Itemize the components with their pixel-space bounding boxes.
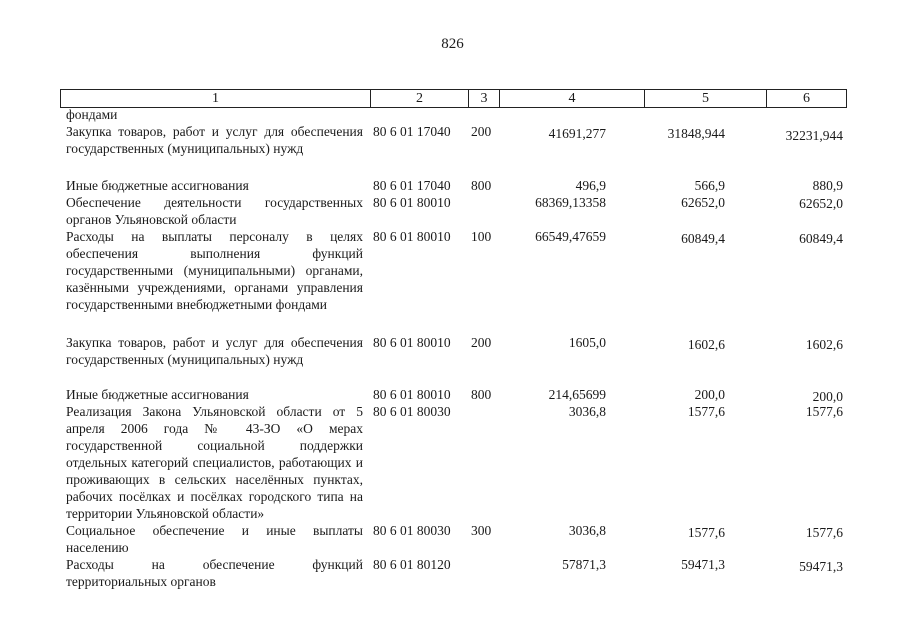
row-name: Обеспечение деятельности государственных органов Ульяновской области	[66, 195, 363, 227]
row-name: Расходы на выплаты персоналу в целях обеспечения выполнения функций государственными (муниципальными) органами, казёнными учреждениями, органами управления государственными внебюджетными фондами	[66, 229, 363, 312]
row-col-4: 214,65699	[548, 387, 606, 402]
row-code: 80 6 01 80030	[373, 404, 451, 419]
page-number: 826	[441, 36, 464, 52]
row-code: 80 6 01 80120	[373, 557, 451, 572]
row-col-6: 1577,6	[805, 525, 843, 540]
row-col-4: 57871,3	[562, 557, 606, 572]
row-col-6: 59471,3	[799, 559, 843, 574]
row-name: фондами	[66, 107, 118, 122]
row-col-5: 60849,4	[681, 231, 725, 246]
row-code: 80 6 01 80010	[373, 229, 451, 244]
table-row	[0, 228, 905, 334]
row-vr: 100	[471, 229, 492, 244]
row-col-5: 566,9	[694, 178, 725, 193]
header-col-1: 1	[61, 90, 371, 107]
row-code: 80 6 01 17040	[373, 178, 451, 193]
row-col-5: 59471,3	[681, 557, 725, 572]
row-name: Закупка товаров, работ и услуг для обеспечения государственных (муниципальных) нужд	[66, 124, 363, 156]
header-col-4: 4	[500, 90, 645, 107]
table-row	[0, 386, 905, 403]
row-code: 80 6 01 17040	[373, 124, 451, 139]
row-col-6: 1602,6	[805, 337, 843, 352]
row-col-5: 31848,944	[667, 126, 725, 141]
row-code: 80 6 01 80010	[373, 335, 451, 350]
header-col-6: 6	[803, 90, 810, 106]
row-col-4: 66549,47659	[535, 229, 606, 244]
row-name: Закупка товаров, работ и услуг для обеспечения государственных (муниципальных) нужд	[66, 335, 363, 367]
row-vr: 200	[471, 124, 492, 139]
table-row	[0, 123, 905, 177]
row-col-6: 60849,4	[799, 231, 843, 246]
row-col-4: 1605,0	[568, 335, 606, 350]
row-col-6: 1577,6	[805, 404, 843, 419]
row-col-4: 68369,13358	[535, 195, 606, 210]
row-col-5: 62652,0	[681, 195, 725, 210]
row-col-4: 496,9	[575, 178, 606, 193]
table-row	[0, 403, 905, 522]
header-col-2: 2	[371, 90, 469, 107]
row-name: Расходы на обеспечение функций территориальных органов	[66, 557, 363, 589]
row-code: 80 6 01 80030	[373, 523, 451, 538]
row-col-5: 1577,6	[687, 404, 725, 419]
row-name: Реализация Закона Ульяновской области от 5 апреля 2006 года № 43-ЗО «О мерах государственной социальной поддержки отдельных категорий специалистов, работающих и проживающих в сельских населённых пунктах, рабочих посёлках и посёлках городского типа на территории Ульяновской области»	[66, 404, 363, 521]
table-row	[0, 194, 905, 228]
row-col-6: 200,0	[812, 389, 843, 404]
row-vr: 300	[471, 523, 492, 538]
row-col-6: 880,9	[812, 178, 843, 193]
row-code: 80 6 01 80010	[373, 195, 451, 210]
row-col-5: 200,0	[694, 387, 725, 402]
row-name: Иные бюджетные ассигнования	[66, 387, 249, 402]
header-col-5: 5	[645, 90, 767, 107]
row-vr: 200	[471, 335, 492, 350]
table-row	[0, 556, 905, 590]
row-col-6: 62652,0	[799, 196, 843, 211]
table-row	[0, 522, 905, 556]
row-name: Социальное обеспечение и иные выплаты населению	[66, 523, 363, 555]
row-col-6: 32231,944	[785, 128, 843, 143]
header-col-3: 3	[469, 90, 500, 107]
row-col-5: 1602,6	[687, 337, 725, 352]
row-name: Иные бюджетные ассигнования	[66, 178, 249, 193]
row-vr: 800	[471, 387, 492, 402]
row-vr: 800	[471, 178, 492, 193]
row-col-4: 41691,277	[548, 126, 606, 141]
table-row	[0, 106, 905, 123]
table-row	[0, 177, 905, 194]
row-code: 80 6 01 80010	[373, 387, 451, 402]
table-row	[0, 334, 905, 386]
row-col-4: 3036,8	[568, 404, 606, 419]
table-body	[0, 106, 905, 590]
row-col-4: 3036,8	[568, 523, 606, 538]
row-col-5: 1577,6	[687, 525, 725, 540]
